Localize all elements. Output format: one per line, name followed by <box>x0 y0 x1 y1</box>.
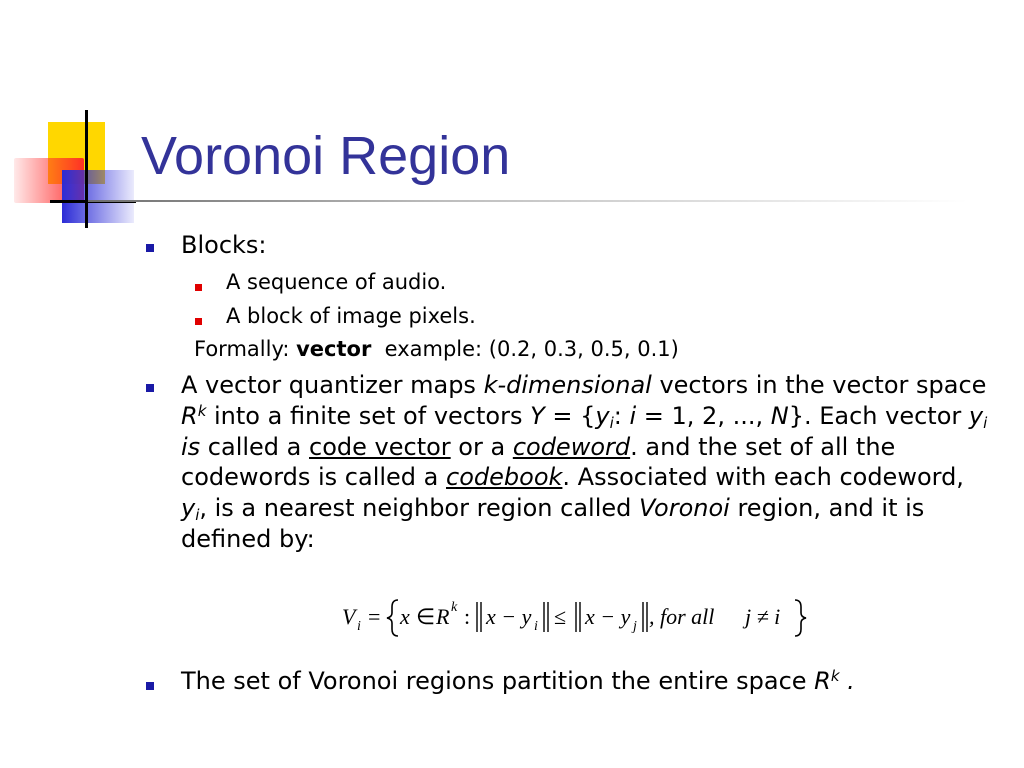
text-run: code vector <box>309 432 451 461</box>
text-run: }. Each vector <box>788 401 969 430</box>
eq-equals: = <box>368 604 381 629</box>
sub-bullet-audio: A sequence of audio. <box>226 270 447 294</box>
formally-suffix: example: (0.2, 0.3, 0.5, 0.1) <box>384 337 679 361</box>
bullet-blocks: Blocks: <box>181 231 267 259</box>
text-run: , is a nearest neighbor region called <box>199 494 640 523</box>
text-run: i <box>609 413 614 432</box>
vertical-line-decoration <box>85 110 88 228</box>
text-run: = 1, 2, ..., <box>636 401 771 430</box>
text-run: i <box>195 506 200 525</box>
formally-prefix: Formally: <box>194 337 290 361</box>
slide-title: Voronoi Region <box>141 126 511 186</box>
eq-norm-right: x − y <box>585 604 631 629</box>
text-run: codebook <box>446 463 563 492</box>
sub-bullet-icon <box>195 318 202 325</box>
text-run: : <box>613 401 630 430</box>
eq-V: V <box>342 604 356 629</box>
bullet-icon <box>146 682 154 690</box>
text-run: R <box>814 667 831 695</box>
sub-bullet-icon <box>195 284 202 291</box>
bullet-partition <box>181 666 855 697</box>
eq-in: ∈ <box>416 604 436 629</box>
formally-bold: vector <box>296 337 372 361</box>
text-run: vectors in the vector space <box>651 371 987 399</box>
text-run: The set of Voronoi regions partition the entire space <box>181 667 815 695</box>
text-run: R <box>181 401 198 430</box>
text-run: = { <box>544 401 596 430</box>
text-run: A vector quantizer maps <box>181 371 484 399</box>
eq-norm-right-sub: j <box>633 619 637 634</box>
text-run: . <box>839 667 855 695</box>
eq-x: x <box>400 604 410 629</box>
text-run: Voronoi <box>639 494 730 523</box>
text-run: is <box>181 432 201 461</box>
eq-R-sup: k <box>451 600 458 615</box>
text-run: called a <box>200 432 310 461</box>
text-run: region, and it is defined by: <box>181 494 925 553</box>
sub-bullet-image: A block of image pixels. <box>226 304 476 328</box>
text-run: i <box>629 401 637 430</box>
text-run: i <box>983 413 988 432</box>
eq-colon: : <box>464 604 471 629</box>
text-run: . Associated with each codeword, <box>562 463 964 492</box>
text-run: y <box>968 401 984 430</box>
text-run: into a finite set of vectors <box>206 401 531 430</box>
title-divider <box>88 200 968 202</box>
text-run: codeword <box>512 432 631 461</box>
bullet-icon <box>146 244 154 252</box>
text-run: N <box>770 401 789 430</box>
bullet-icon <box>146 384 154 392</box>
text-run: k <box>830 667 840 685</box>
text-run: y <box>595 401 610 430</box>
bullet-quantizer <box>181 370 993 555</box>
text-run: . and the set of all the codewords is called a <box>181 432 896 492</box>
eq-V-sub: i <box>357 619 361 634</box>
text-run: y <box>181 494 196 523</box>
text-run: k-dimensional <box>483 371 652 399</box>
blue-square-decoration <box>62 170 134 223</box>
text-run: k <box>197 401 207 420</box>
voronoi-equation <box>340 594 810 640</box>
eq-j-cond: j ≠ i <box>745 604 781 629</box>
eq-le: ≤ <box>554 604 567 629</box>
eq-forall: , for all <box>649 604 715 629</box>
eq-R: R <box>436 604 450 629</box>
formally-line <box>194 335 679 363</box>
text-run: Y <box>530 401 545 430</box>
eq-norm-left-sub: i <box>534 619 538 634</box>
eq-norm-left: x − y <box>486 604 532 629</box>
text-run: or a <box>450 432 513 461</box>
